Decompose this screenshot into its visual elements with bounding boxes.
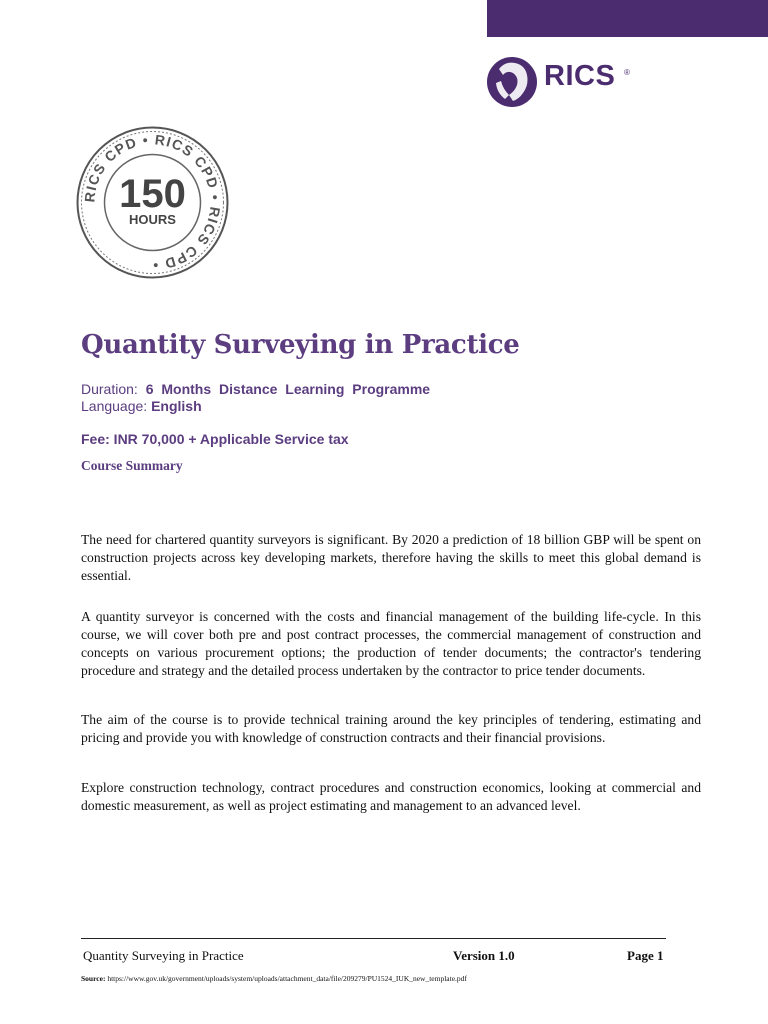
summary-paragraph-1: The need for chartered quantity surveyors is significant. By 2020 a prediction of 18 billion GBP will be spent on construction projects across key developing markets, therefore having the skills to meet this global demand is essential.: [81, 532, 701, 583]
duration-label: Duration:: [81, 381, 138, 397]
course-duration: [81, 381, 430, 397]
language-label: Language:: [81, 398, 148, 414]
cpd-hours-seal-icon: [75, 125, 230, 280]
summary-paragraph-2: A quantity surveyor is concerned with the costs and financial management of the building life-cycle. In this course, we will cover both pre and post contract processes, the commercial management of construction and concepts on various procurement options; the production of tender documents; the contractor's tendering procedure and strategy and the detailed process undertaken by the contractor to price tender documents.: [81, 609, 701, 678]
summary-paragraph-4: Explore construction technology, contract procedures and construction economics, looking at commercial and domestic measurement, as well as project estimating and management to an advanced level.: [81, 780, 701, 813]
seal-unit: HOURS: [129, 212, 176, 227]
source-label: Source:: [81, 974, 106, 983]
footer-page-number: Page 1: [627, 948, 664, 963]
course-fee: Fee: INR 70,000 + Applicable Service tax: [81, 431, 349, 447]
course-summary-heading: Course Summary: [81, 458, 183, 473]
course-title: Quantity Surveying in Practice: [81, 330, 520, 360]
seal-number: 150: [119, 172, 186, 216]
footer-version: Version 1.0: [453, 948, 515, 963]
logo-wordmark: RICS: [544, 60, 616, 92]
source-note: [81, 974, 467, 983]
course-language: [81, 398, 202, 414]
language-value: English: [151, 398, 202, 414]
duration-value: 6 Months Distance Learning Programme: [145, 381, 431, 397]
summary-paragraph-3: The aim of the course is to provide technical training around the key principles of tendering, estimating and pricing and provide you with knowledge of construction contracts and their financial provisions.: [81, 712, 701, 745]
footer-document-title: Quantity Surveying in Practice: [83, 948, 244, 963]
footer-divider: [81, 938, 666, 939]
registered-mark: ®: [624, 68, 630, 77]
header-accent-bar: [487, 0, 768, 37]
seal-ring-text: RICS CPD • RICS CPD • RICS CPD •: [81, 131, 224, 274]
source-url: https://www.gov.uk/government/uploads/system/uploads/attachment_data/file/209279/PU1524_IUK_new_template.pdf: [107, 974, 467, 983]
